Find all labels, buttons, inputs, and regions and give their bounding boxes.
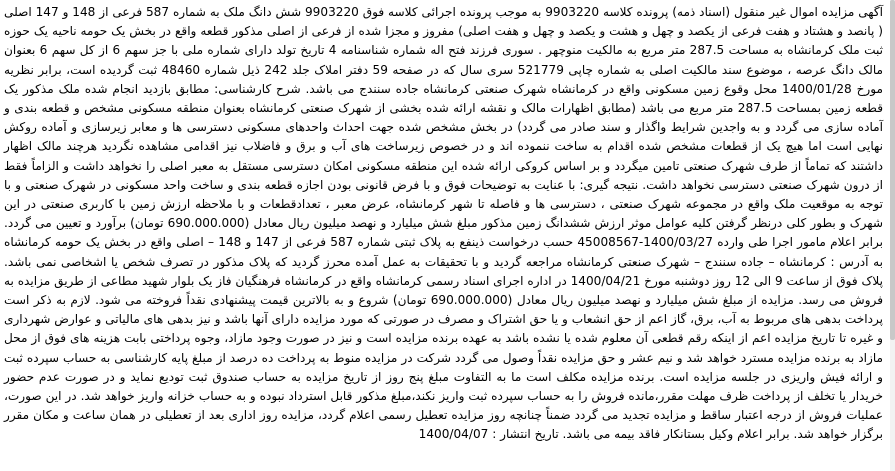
auction-notice-text: آگهی مزایده اموال غیر منقول (اسناد ذمه) پرونده کلاسه 9903220 به موجب پرونده اجرائی کلاسه فوق 9903220 شش دانگ ملک به شماره 587 فرعی از 148 و 147 اصلی ( پانصد و هشتاد و هفت فرعی از یکصد و چهل و هشت و یکصد و چهل و هفت اصلی) مفروز و مجزا شده از فرعی از اصلی مذکور قطعه واقع در بخش یک حومه ناحیه یک حوزه ثبت ملک کرمانشاه به مساحت 287.5 متر مربع به مالکیت منوچهر . سوری فرزند فتح اله شماره شناسنامه 4 تاریخ تولد دارای شماره ملی با جز سهم 6 از کل سهم 6 بعنوان مالک دانگ عرصه ، موضوع سند مالکیت اصلی به شماره چاپی 521779 سری سال که در صفحه 59 دفتر املاک جلد 242 ذیل شماره 48460 ثبت گردیده است، برابر نظریه مورخ 1400/01/28 محل وقوع زمین مسکونی واقع در کرمانشاه شهرک صنعتی کرمانشاه جاده سنندج می باشد. شرح کارشناسی: مطابق بازدید انجام شده ملک مذکور یک قطعه زمین بمساحت 287.5 متر مربع می باشد (مطابق اظهارات مالک و نقشه ارائه شده بخشی از شهرک صنعتی کرمانشاه بعنوان منطقه مسکونی مشخص و قطعه بندی و آماده سازی می گردد و به واجدین شرایط واگذار و سند صادر می گردد) در بخش مشخص شده جهت احداث واحدهای مسکونی دسترسی ها و معابر زیرسازی و آماده روکش نهایی است اما هیچ یک از قطعات مشخص شده اقدام به ساخت ننموده اند و در خصوص زیرساخت های آب و برق و فاضلاب نیز اقدامی مشاهده نگردید هرچند مالک اظهار داشتند که تماماً از طرف شهرک صنعتی تامین میگردد و بر اساس کروکی ارائه شده این منطقه مسکونی امکان دسترسی مستقل به معبر اصلی را نخواهد داشت و الزاماً فقط از درون شهرک صنعتی دسترسی نخواهد داشت. نتیجه گیری: با عنایت به توضیحات فوق و با فرض قانونی بودن اجازه قطعه بندی و ساخت واحد مسکونی در شهرک صنعتی و با توجه به موقعیت ملک واقع در مجموعه شهرک صنعتی ، دسترسی ها و فاصله تا شهر کرمانشاه، عرض معبر ، تعدادقطعات و با ملاحظه ارزش زمین با کاربری صنعتی در این شهرک و بطور کلی درنظر گرفتن کلیه عوامل موثر ارزش ششدانگ زمین مذکور مبلغ شش میلیارد و نهصد میلیون ریال معادل (690.000.000 تومان) برآورد و تعیین می گردد. برابر اعلام مامور اجرا طی وارده 1400/03/27-45008567 حسب درخواست ذینفع به پلاک ثبتی شماره 587 فرعی از 147 و 148 – اصلی واقع در بخش یک حومه کرمانشاه به آدرس : کرمانشاه – جاده سنندج – شهرک صنعتی کرمانشاه مراجعه گردید و با تحقیقات به عمل آمده محرز گردید که پلاک مذکور در تصرف شخص یا اشخاصی نمی باشد. پلاک فوق از ساعت 9 الی 12 روز دوشنبه مورخ 1400/04/21 در اداره اجرای اسناد رسمی کرمانشاه واقع در کرمانشاه فرهنگیان فاز یک بلوار شهید مطاعی از طریق مزایده به فروش می رسد. مزایده از مبلغ شش میلیارد و نهصد میلیون ریال معادل (690.000.000 تومان) شروع و به بالاترین قیمت پیشنهادی نقداً فروخته می شود. لازم به ذکر است پرداخت بدهی های مربوط به آب، برق، گاز اعم از حق انشعاب و یا حق اشتراک و مصرف در صورتی که مورد مزایده دارای آنها باشد و نیز بدهی های مالیاتی و عوارض شهرداری و غیره تا تاریخ مزایده اعم از اینکه رقم قطعی آن معلوم شده یا نشده باشد به عهده برنده مزایده است و نیز در صورت وجود مازاد، وجوه پرداختی بابت هزینه های فوق از محل مازاد به برنده مزایده مسترد خواهد شد و نیم عشر و حق مزایده نقداً وصول می گردد شرکت در مزایده منوط به پرداخت ده درصد از مبلغ پایه کارشناسی به حساب سپرده ثبت و ارائه فیش واریزی در جلسه مزایده است. برنده مزایده مکلف است ما به التفاوت مبلغ پنج روز از تاریخ مزایده به حساب صندوق ثبت تودیع نماید و در صورت عدم حضور خریدار یا تخلف از پرداخت ظرف مهلت مقرر،مانده فروش را به حساب سپرده ثبت واریز نکند،مبلغ مذکور قابل استرداد نبوده و به حساب خزانه واریز خواهد شد. در این صورت، عملیات فروش از درجه اعتبار ساقط و مزایده تجدید می گردد ضمناً چنانچه روز مزایده تعطیل رسمی اعلام گردد، مزایده روز اداری بعد از تعطیلی در همان ساعت و مکان مقرر برگزار خواهد شد. برابر اعلام وکیل بستانکار فاقد بیمه می باشد. تاریخ انتشار : 1400/04/07 — [4, 5, 884, 442]
scrollbar-track[interactable] — [890, 0, 895, 471]
scrollbar-thumb[interactable] — [890, 0, 895, 340]
